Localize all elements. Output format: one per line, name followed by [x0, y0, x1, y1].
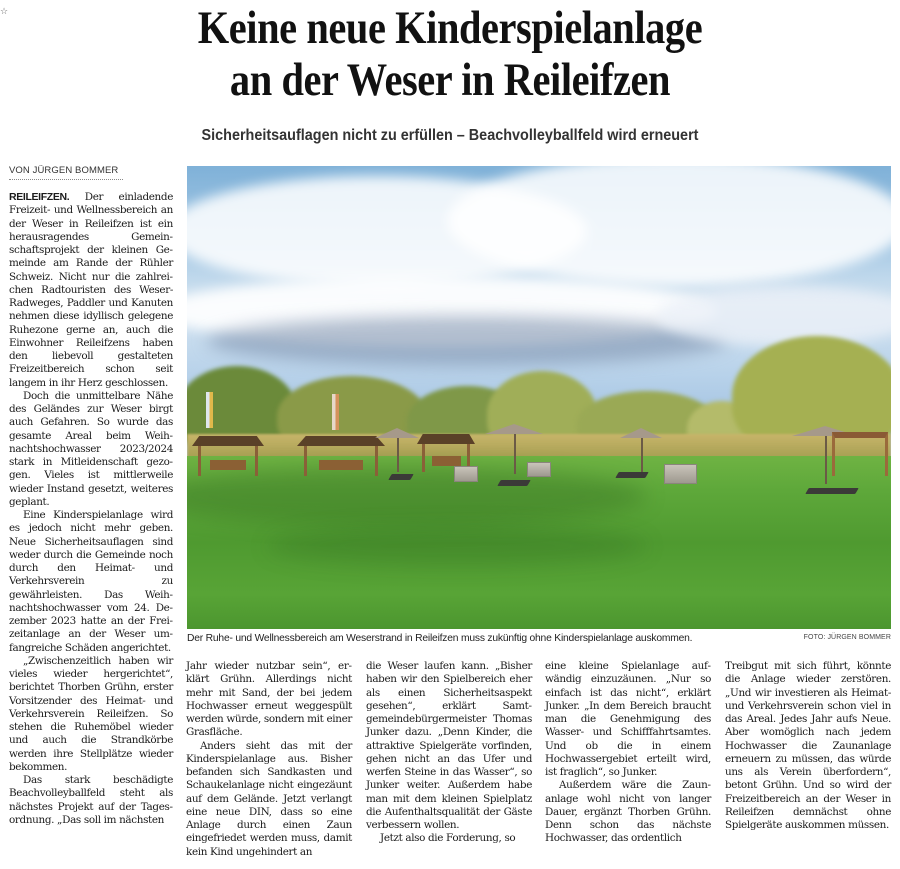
- article-column-4: [545, 660, 711, 846]
- paragraph: die Weser laufen kann. „Bisher haben wir den Spielbereich eher als einen Sicherheitsaspekt gesehen“, erklärt Samtgemeindebürgermeister Thomas Junker dazu. „Denn Kinder, die attraktive Spielgeräte vorfinden, gehen nicht an das Ufer und werfen Steine in das Wasser“, so Junker weiter. Außerdem habe man mit dem kleinen Spielplatz die Aufenthaltsqualität der Gäste verbessern wollen.: [366, 660, 532, 831]
- paragraph: Jetzt also die Forderung, so: [380, 832, 516, 845]
- paragraph: Eine Kinderspielanlage wird es jedoch nicht mehr geben. Neue Sicherheitsauflagen sind weder durch die Gemeinde noch durch den Heimat- und Verkehrsverein zu gewährleisten. Das Weihnachtshochwasser vom 24. Dezember 2023 hatte an der Freizeitanlage an der Weser umfangreiche Schäden angerichtet.: [9, 509, 173, 654]
- article-column-3: [366, 660, 532, 846]
- byline: VON JÜRGEN BOMMER: [9, 165, 123, 180]
- photo-caption: [187, 633, 891, 644]
- paragraph: Treibgut mit sich führt, könnte die Anlage wieder zerstören. „Und wir investieren als Heimat- und Verkehrsverein schon viel in das Areal. Jedes Jahr aufs Neue. Aber womöglich nach jedem Hochwasser die Zaunanlage erneuern zu müssen, das würde uns als Verein überfordern“, betont Grühn. Und so wird der Freizeitbereich an der Weser in Reileifzen demnächst ohne Spielgeräte auskommen müssen.: [725, 660, 891, 831]
- article-column-2: [186, 660, 352, 859]
- headline: [63, 2, 837, 106]
- article-photo: [187, 166, 891, 629]
- paragraph: Doch die unmittelbare Nähe des Geländes zur Weser birgt auch Gefahren. So wurde das gesamte Areal beim Weihnachtshochwasser 2023/2024 stark in Mitleidenschaft gezogen. Vieles ist mittlerweile wieder Instand gesetzt, weiteres geplant.: [9, 389, 173, 508]
- photo-credit: FOTO: JÜRGEN BOMMER: [803, 634, 891, 641]
- star-icon: ☆: [0, 7, 9, 17]
- article-column-5: [725, 660, 891, 832]
- caption-text: Der Ruhe- und Wellnessbereich am Weserstrand in Reileifzen muss zukünftig ohne Kinderspielanlage auskommen.: [187, 633, 693, 644]
- article-column-1: [9, 191, 173, 827]
- paragraph: Jahr wieder nutzbar sein“, erklärt Grühn. Allerdings nicht mehr mit Sand, der bei jedem Hochwasser erneut weggespült werden würde, sondern mit einer Grasfläche.: [186, 660, 352, 739]
- subheadline: Sicherheitsauflagen nicht zu erfüllen – Beachvolleyballfeld wird erneuert: [201, 127, 699, 144]
- headline-line-2: an der Weser in Reileifzen: [229, 54, 671, 106]
- paragraph: „Zwischenzeitlich haben wir vieles wieder hergerichtet“, berichtet Thorben Grühn, erster Vorsitzender des Heimat- und Verkehrsverein Reileifzen. So stehen die Ruhemöbel wieder und auch die Strandkörbe werden ihre Stellplätze wieder bekommen.: [9, 654, 173, 773]
- headline-line-1: Keine neue Kinderspielanlage: [197, 2, 703, 54]
- paragraph: REILEIFZEN. Der einladende Freizeit- und Wellnessbereich an der Weser in Reileifzen ist ein herausragendes Gemeinschaftsprojekt der kleinen Gemeinde am Rande der Rühler Schweiz. Nicht nur die zahlreichen Radtouristen des Weser-Radweges, Paddler und Kanuten nehmen diese idyllisch gelegene Ruhezone gerne an, auch die Einwohner Reileifzens haben den liebevoll gestalteten Freizeitbereich schon seit langem in ihr Herz geschlossen.: [9, 191, 173, 389]
- paragraph: Außerdem wäre die Zaunanlage wohl nicht von langer Dauer, ergänzt Thorben Grühn. Denn schon das nächste Hochwasser, das ordentlich: [545, 779, 711, 845]
- paragraph: Das stark beschädigte Beachvolleyballfeld steht als nächstes Projekt auf der Tagesordnung. „Das soll im nächsten: [9, 774, 173, 826]
- paragraph: eine kleine Spielanlage aufwändig einzuzäunen. „Nur so einfach ist das nicht“, erklärt Junker. „In dem Bereich braucht man die Genehmigung des Wasser- und Schifffahrtsamtes. Und ob die in einem Hochwassergebiet erteilt wird, ist fraglich“, so Junker.: [545, 660, 711, 778]
- paragraph: Anders sieht das mit der Kinderspielanlage aus. Bisher befanden sich Sandkasten und Schaukelanlage nicht eingezäunt auf dem Gelände. Jetzt verlangt eine neue DIN, dass so eine Anlage durch einen Zaun eingefriedet werden muss, damit kein Kind ungehindert an: [186, 739, 352, 858]
- dateline: REILEIFZEN.: [9, 191, 70, 203]
